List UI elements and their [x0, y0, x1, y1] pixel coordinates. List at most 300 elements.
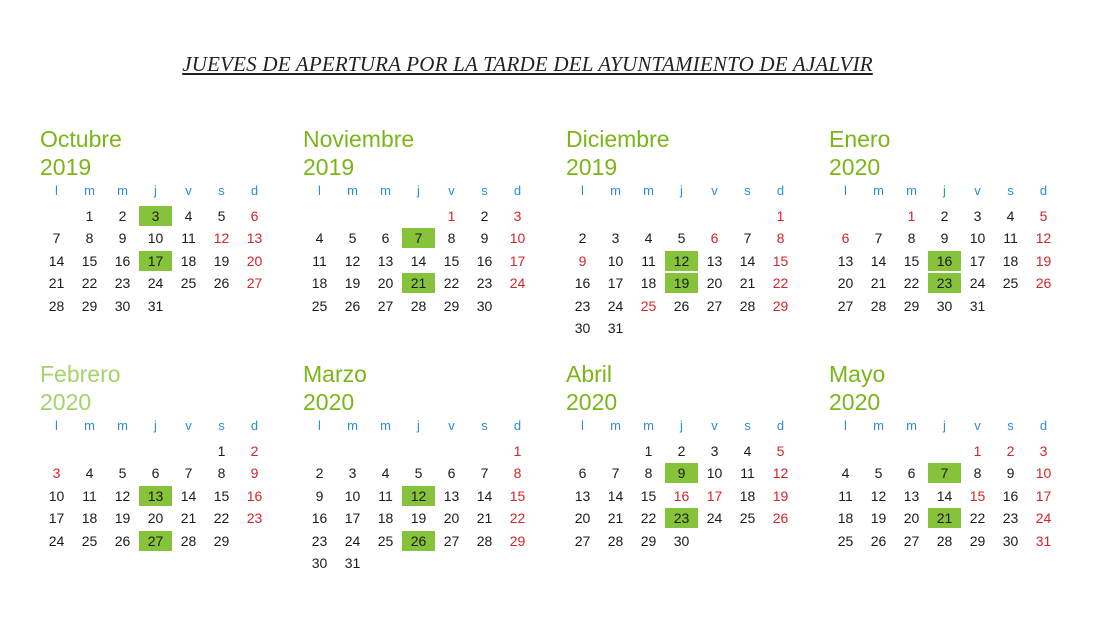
calendar-day: 6: [151, 465, 160, 481]
highlighted-thursday: 26: [402, 531, 435, 551]
calendar-grid: [40, 182, 272, 317]
holiday-day: 20: [246, 252, 263, 269]
calendar-day: 14: [739, 252, 756, 269]
highlighted-thursday: 21: [402, 273, 435, 293]
calendar-day: 4: [315, 230, 324, 246]
month-may: [829, 360, 1061, 610]
weekday-header-row: [566, 417, 798, 440]
calendar-day: 4: [841, 465, 850, 481]
calendar-day: 22: [969, 510, 986, 526]
calendar-day: 13: [377, 252, 394, 269]
weekday-label: v: [448, 183, 455, 198]
month-year: 2020: [566, 389, 618, 415]
weekday-label: l: [581, 418, 584, 433]
weekday-label: m: [117, 183, 128, 198]
calendar-day: 20: [574, 510, 591, 526]
calendar-day: 15: [903, 252, 920, 269]
holiday-day: 26: [772, 510, 789, 526]
week-row: [40, 205, 272, 228]
weekday-label: l: [844, 418, 847, 433]
calendar-day: 22: [443, 275, 460, 291]
month-name: Mayo: [829, 361, 886, 387]
calendar-day: 10: [969, 230, 986, 246]
calendar-day: 10: [147, 230, 164, 246]
calendar-day: 20: [147, 510, 164, 526]
calendar-day: 7: [480, 465, 489, 481]
calendar-day: 19: [344, 275, 361, 291]
calendar-day: 5: [874, 465, 883, 481]
calendar-day: 19: [114, 510, 131, 526]
calendar-day: 17: [48, 510, 65, 526]
holiday-day: 15: [509, 487, 526, 504]
calendar-day: 13: [706, 252, 723, 269]
calendar-day: 2: [578, 230, 587, 246]
calendar-day: 22: [903, 275, 920, 291]
calendar-day: 19: [213, 252, 230, 269]
week-row: [40, 227, 272, 250]
calendar-day: 28: [739, 297, 756, 314]
calendar-day: 28: [870, 297, 887, 314]
week-row: [566, 440, 798, 463]
calendar-day: 18: [180, 252, 197, 269]
page-title: JUEVES DE APERTURA POR LA TARDE DEL AYUNTAMIENTO DE AJALVIR: [182, 52, 873, 76]
calendar-day: 24: [607, 297, 624, 314]
weekday-label: m: [906, 183, 917, 198]
calendar-day: 14: [48, 252, 65, 269]
month-january: [829, 125, 1061, 375]
weekday-label: d: [513, 418, 522, 433]
month-december: [566, 125, 798, 375]
calendar-day: 14: [870, 252, 887, 269]
weekday-label: v: [711, 183, 718, 198]
calendar-day: 7: [184, 465, 193, 481]
calendar-day: 16: [311, 510, 328, 526]
calendar-day: 25: [180, 275, 197, 291]
highlighted-thursday: 7: [928, 463, 961, 483]
calendar-grid: [303, 417, 535, 575]
calendar-day: 29: [81, 297, 98, 314]
weekday-label: s: [481, 183, 488, 198]
calendar-day: 27: [837, 297, 854, 314]
month-year: 2019: [566, 154, 618, 180]
calendar-day: 22: [213, 510, 230, 526]
weekday-label: l: [581, 183, 584, 198]
calendar-day: 28: [180, 532, 197, 549]
weekday-label: s: [218, 418, 225, 433]
calendar-day: 4: [85, 465, 94, 481]
highlighted-thursday: 13: [139, 486, 172, 506]
calendar-day: 20: [903, 510, 920, 526]
week-row: [566, 462, 798, 485]
calendar-day: 4: [381, 465, 390, 481]
calendar-day: 6: [907, 465, 916, 481]
calendar-day: 1: [85, 207, 94, 224]
week-row: [40, 485, 272, 508]
weekday-label: j: [680, 183, 683, 198]
calendar-day: 15: [443, 252, 460, 269]
calendar-day: 4: [184, 207, 193, 224]
calendar-day: 10: [706, 465, 723, 481]
weekday-label: d: [513, 183, 522, 198]
holiday-day: 13: [246, 230, 263, 246]
weekday-label: m: [380, 418, 391, 433]
calendar-day: 21: [607, 510, 624, 526]
holiday-day: 29: [772, 297, 789, 314]
calendar-day: 12: [870, 487, 887, 504]
calendar-day: 17: [607, 275, 624, 291]
highlighted-thursday: 7: [402, 228, 435, 248]
weekday-label: m: [84, 418, 95, 433]
week-row: [566, 250, 798, 273]
weekday-label: d: [1039, 418, 1048, 433]
week-row: [829, 507, 1061, 530]
weekday-label: j: [943, 418, 946, 433]
calendar-grid: [40, 417, 272, 552]
holiday-day: 6: [841, 230, 850, 246]
calendar-day: 25: [311, 297, 328, 314]
weekday-label: m: [610, 418, 621, 433]
calendar-day: 4: [1006, 207, 1015, 224]
week-row: [829, 530, 1061, 553]
calendar-day: 23: [1002, 510, 1019, 526]
calendar-day: 11: [312, 252, 327, 269]
holiday-day: 12: [1035, 230, 1052, 246]
calendar-day: 16: [114, 252, 131, 269]
calendar-day: 5: [348, 230, 357, 246]
holiday-day: 29: [509, 532, 526, 549]
calendar-day: 21: [739, 275, 756, 291]
week-row: [829, 440, 1061, 463]
calendar-day: 28: [48, 297, 65, 314]
calendar-day: 21: [180, 510, 197, 526]
month-name: Febrero: [40, 361, 121, 387]
weekday-label: m: [873, 183, 884, 198]
calendar-day: 1: [644, 442, 653, 459]
calendar-grid: [829, 417, 1061, 552]
week-row: [40, 295, 272, 318]
weekday-header-row: [303, 182, 535, 205]
month-year: 2019: [303, 154, 355, 180]
weekday-label: j: [417, 418, 420, 433]
week-row: [303, 205, 535, 228]
weekday-header-row: [829, 417, 1061, 440]
holiday-day: 25: [640, 297, 657, 314]
week-row: [303, 485, 535, 508]
calendar-day: 22: [640, 510, 657, 526]
calendar-day: 19: [410, 510, 427, 526]
holiday-day: 5: [1039, 207, 1048, 224]
holiday-day: 6: [710, 230, 719, 246]
week-row: [40, 530, 272, 553]
calendar-day: 15: [213, 487, 230, 504]
calendar-day: 2: [480, 207, 489, 224]
calendar-day: 18: [837, 510, 854, 526]
week-row: [566, 272, 798, 295]
calendar-day: 30: [574, 320, 591, 336]
weekday-label: s: [218, 183, 225, 198]
calendar-day: 5: [118, 465, 127, 481]
highlighted-thursday: 16: [928, 251, 961, 271]
calendar-day: 18: [377, 510, 394, 526]
calendar-day: 18: [1002, 252, 1019, 269]
month-april: [566, 360, 798, 610]
calendar-day: 27: [443, 532, 460, 549]
holiday-day: 5: [776, 442, 785, 459]
calendar-day: 18: [81, 510, 98, 526]
calendar-day: 24: [344, 532, 361, 549]
month-november: [303, 125, 535, 375]
holiday-day: 6: [250, 207, 259, 224]
weekday-label: j: [943, 183, 946, 198]
holiday-day: 3: [52, 465, 61, 481]
holiday-day: 23: [246, 510, 263, 526]
calendar-grid: [829, 182, 1061, 317]
weekday-label: s: [481, 418, 488, 433]
calendar-day: 26: [114, 532, 131, 549]
calendar-day: 25: [81, 532, 98, 549]
calendar-day: 9: [1006, 465, 1015, 481]
weekday-label: m: [347, 183, 358, 198]
calendar-day: 24: [147, 275, 164, 291]
calendar-day: 28: [607, 532, 624, 549]
holiday-day: 27: [246, 275, 263, 291]
calendar-grid: [566, 182, 798, 340]
holiday-day: 3: [1039, 442, 1048, 459]
calendar-day: 16: [476, 252, 493, 269]
calendar-day: 28: [410, 297, 427, 314]
week-row: [40, 272, 272, 295]
month-october: [40, 125, 272, 375]
holiday-day: 3: [513, 207, 522, 224]
calendar-day: 7: [52, 230, 61, 246]
holiday-day: 12: [213, 230, 230, 246]
calendar-day: 4: [644, 230, 653, 246]
calendar-day: 30: [311, 555, 328, 571]
calendar-day: 13: [837, 252, 854, 269]
calendar-day: 3: [710, 442, 719, 459]
calendar-day: 6: [447, 465, 456, 481]
calendar-day: 11: [641, 252, 656, 269]
calendar-day: 8: [447, 230, 456, 246]
holiday-day: 15: [772, 252, 789, 269]
holiday-day: 2: [1006, 442, 1015, 459]
weekday-header-row: [829, 182, 1061, 205]
week-row: [566, 227, 798, 250]
month-year: 2020: [40, 389, 92, 415]
month-name: Enero: [829, 126, 891, 152]
calendar-day: 31: [969, 297, 986, 314]
month-year: 2020: [303, 389, 355, 415]
week-row: [566, 317, 798, 340]
weekday-label: s: [1007, 418, 1014, 433]
calendar-grid: [566, 417, 798, 552]
calendar-day: 29: [903, 297, 920, 314]
calendar-day: 6: [578, 465, 587, 481]
highlighted-thursday: 9: [665, 463, 698, 483]
calendar-day: 7: [874, 230, 883, 246]
week-row: [40, 440, 272, 463]
calendar-day: 9: [940, 230, 949, 246]
calendar-day: 12: [344, 252, 361, 269]
weekday-label: l: [55, 183, 58, 198]
week-row: [40, 250, 272, 273]
week-row: [829, 485, 1061, 508]
calendar-day: 21: [48, 275, 65, 291]
weekday-label: l: [55, 418, 58, 433]
calendar-day: 17: [969, 252, 986, 269]
week-row: [40, 462, 272, 485]
holiday-day: 24: [509, 275, 526, 291]
calendar-grid: [303, 182, 535, 317]
holiday-day: 8: [776, 230, 785, 246]
calendar-day: 28: [476, 532, 493, 549]
weekday-label: l: [844, 183, 847, 198]
calendar-day: 12: [114, 487, 131, 504]
highlighted-thursday: 27: [139, 531, 172, 551]
week-row: [303, 295, 535, 318]
calendar-day: 25: [739, 510, 756, 526]
calendar-day: 2: [315, 465, 324, 481]
weekday-label: m: [643, 418, 654, 433]
highlighted-thursday: 12: [402, 486, 435, 506]
calendar-day: 16: [574, 275, 591, 291]
calendar-day: 9: [315, 487, 324, 504]
calendar-day: 18: [640, 275, 657, 291]
week-row: [303, 530, 535, 553]
week-row: [303, 462, 535, 485]
highlighted-thursday: 17: [139, 251, 172, 271]
calendar-day: 11: [740, 465, 755, 481]
calendar-day: 20: [377, 275, 394, 291]
calendar-day: 30: [673, 532, 690, 549]
weekday-label: m: [610, 183, 621, 198]
weekday-label: l: [318, 183, 321, 198]
holiday-day: 1: [973, 442, 982, 459]
calendar-day: 30: [1002, 532, 1019, 549]
week-row: [829, 250, 1061, 273]
calendar-day: 19: [870, 510, 887, 526]
calendar-day: 4: [743, 442, 752, 459]
week-row: [303, 250, 535, 273]
holiday-day: 1: [776, 207, 785, 224]
holiday-day: 26: [1035, 275, 1052, 291]
calendar-day: 11: [82, 487, 97, 504]
highlighted-thursday: 23: [928, 273, 961, 293]
calendar-day: 14: [476, 487, 493, 504]
calendar-day: 15: [81, 252, 98, 269]
calendar-day: 6: [381, 230, 390, 246]
calendar-day: 28: [936, 532, 953, 549]
weekday-label: s: [744, 183, 751, 198]
holiday-day: 1: [907, 207, 916, 224]
holiday-day: 16: [246, 487, 263, 504]
weekday-label: d: [250, 418, 259, 433]
calendar-day: 23: [476, 275, 493, 291]
calendar-day: 18: [311, 275, 328, 291]
weekday-label: m: [380, 183, 391, 198]
calendar-day: 9: [480, 230, 489, 246]
calendar-day: 24: [48, 532, 65, 549]
weekday-label: v: [711, 418, 718, 433]
highlighted-thursday: 21: [928, 508, 961, 528]
calendar-day: 26: [673, 297, 690, 314]
calendar-day: 31: [147, 297, 164, 314]
highlighted-thursday: 12: [665, 251, 698, 271]
month-year: 2019: [40, 154, 92, 180]
month-february: [40, 360, 272, 610]
calendar-day: 5: [414, 465, 423, 481]
week-row: [303, 272, 535, 295]
weekday-label: v: [974, 418, 981, 433]
calendar-day: 16: [1002, 487, 1019, 504]
calendar-day: 5: [677, 230, 686, 246]
month-name: Abril: [566, 361, 613, 387]
holiday-day: 17: [509, 252, 526, 269]
calendar-day: 18: [739, 487, 756, 504]
holiday-day: 10: [509, 230, 526, 246]
calendar-day: 25: [837, 532, 854, 549]
weekday-label: j: [417, 183, 420, 198]
calendar-day: 21: [476, 510, 493, 526]
calendar-day: 5: [217, 207, 226, 224]
weekday-label: m: [873, 418, 884, 433]
calendar-day: 26: [870, 532, 887, 549]
calendar-day: 29: [443, 297, 460, 314]
holiday-day: 9: [250, 465, 259, 481]
weekday-label: s: [1007, 183, 1014, 198]
week-row: [566, 507, 798, 530]
calendar-day: 30: [476, 297, 493, 314]
holiday-day: 22: [772, 275, 789, 291]
calendar-day: 8: [85, 230, 94, 246]
weekday-label: m: [117, 418, 128, 433]
holiday-day: 2: [250, 442, 259, 459]
calendar-day: 8: [907, 230, 916, 246]
calendar-day: 29: [969, 532, 986, 549]
weekday-header-row: [566, 182, 798, 205]
calendar-day: 3: [973, 207, 982, 224]
calendar-day: 10: [344, 487, 361, 504]
month-name: Noviembre: [303, 126, 415, 152]
calendar-day: 2: [940, 207, 949, 224]
calendar-day: 13: [443, 487, 460, 504]
month-year: 2020: [829, 154, 881, 180]
month-name: Marzo: [303, 361, 367, 387]
week-row: [829, 295, 1061, 318]
weekday-label: v: [448, 418, 455, 433]
calendar-day: 29: [213, 532, 230, 549]
calendar-day: 31: [344, 555, 361, 571]
calendar-day: 24: [969, 275, 986, 291]
calendar-day: 13: [903, 487, 920, 504]
weekday-label: j: [680, 418, 683, 433]
week-row: [40, 507, 272, 530]
weekday-label: v: [185, 183, 192, 198]
week-row: [829, 227, 1061, 250]
holiday-day: 15: [969, 487, 986, 504]
calendar-day: 2: [118, 207, 127, 224]
calendar-day: 23: [114, 275, 131, 291]
weekday-label: d: [250, 183, 259, 198]
weekday-header-row: [40, 417, 272, 440]
weekday-label: m: [347, 418, 358, 433]
calendar-day: 14: [607, 487, 624, 504]
calendar-day: 25: [377, 532, 394, 549]
weekday-label: m: [643, 183, 654, 198]
calendar-day: 7: [611, 465, 620, 481]
week-row: [566, 295, 798, 318]
calendar-day: 20: [443, 510, 460, 526]
